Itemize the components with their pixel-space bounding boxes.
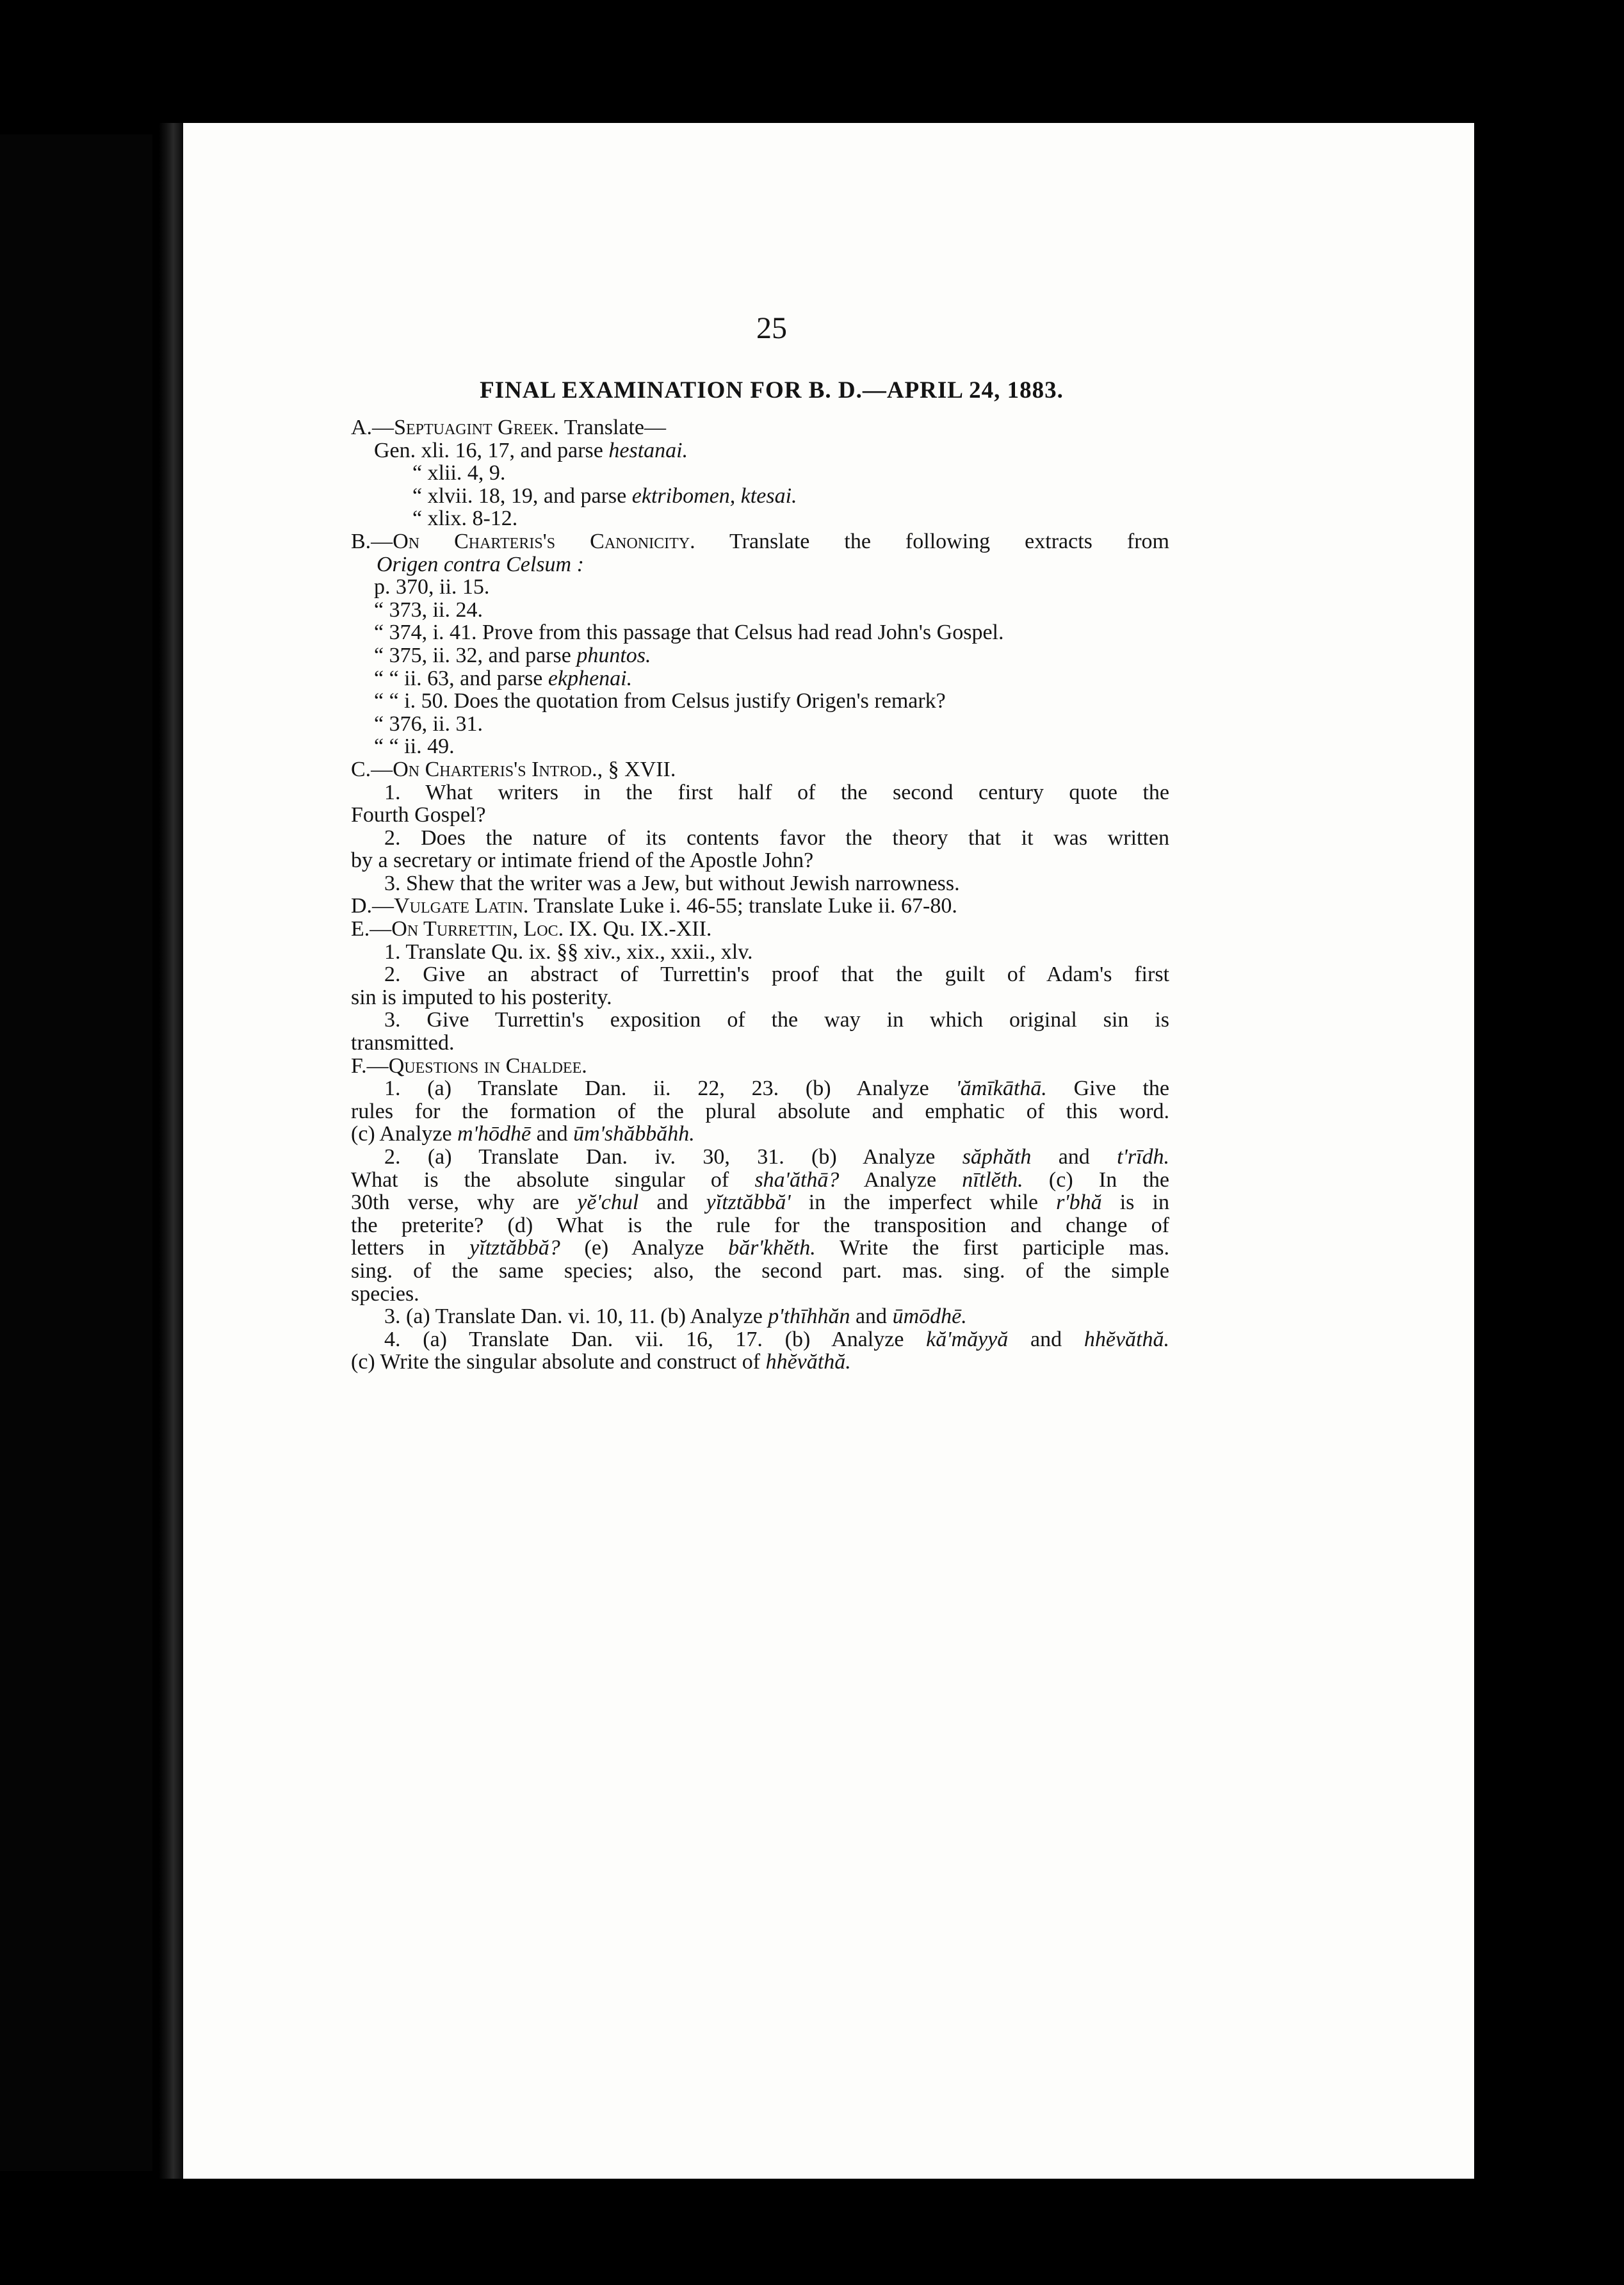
section-a-line: “ xlvii. 18, 19, and parse ektribomen, ktesai. <box>412 484 797 508</box>
section-b-line: “ “ ii. 63, and parse ekphenai. <box>374 666 633 690</box>
section-a-line: “ xlii. 4, 9. <box>412 461 506 485</box>
section-e-question: 3. Give Turrettin's exposition of the way in which original sin is <box>384 1008 1169 1032</box>
section-c-question: 1. What writers in the first half of the second century quote the <box>384 780 1169 804</box>
section-f-line: the preterite? (d) What is the rule for the transposition and change of <box>351 1213 1169 1237</box>
section-f-line: letters in yĭtztăbbă? (e) Analyze băr'khĕth. Write the first participle mas. <box>351 1236 1170 1260</box>
section-f-line: (c) Analyze m'hōdhē and ūm'shăbbăhh. <box>351 1122 695 1146</box>
section-b-source: Origen contra Celsum : <box>377 552 584 576</box>
section-a-line: “ xlix. 8-12. <box>412 507 518 531</box>
section-b-line: p. 370, ii. 15. <box>374 575 490 599</box>
section-f-line: 3. (a) Translate Dan. vi. 10, 11. (b) Analyze p'thīhhăn and ūmōdhē. <box>384 1305 967 1329</box>
section-e-question-cont: transmitted. <box>351 1031 455 1055</box>
section-f-line: 1. (a) Translate Dan. ii. 22, 23. (b) Analyze 'ămīkāthā. Give the <box>384 1077 1169 1101</box>
section-c-question-cont: by a secretary or intimate friend of the Apostle John? <box>351 849 814 873</box>
section-b-line: “ “ i. 50. Does the quotation from Celsus justify Origen's remark? <box>374 689 946 713</box>
section-e-question: 2. Give an abstract of Turrettin's proof that the guilt of Adam's first <box>384 963 1169 987</box>
section-f-line: 2. (a) Translate Dan. iv. 30, 31. (b) Analyze săphăth and t'rīdh. <box>384 1145 1170 1169</box>
section-b-line: “ 373, ii. 24. <box>374 598 483 622</box>
section-c-question-cont: Fourth Gospel? <box>351 803 486 827</box>
section-f-line: 4. (a) Translate Dan. vii. 16, 17. (b) Analyze kă'măyyă and hhĕvăthă. <box>384 1327 1169 1351</box>
section-e-heading: E.—On Turrettin, Loc. IX. Qu. IX.-XII. <box>351 917 712 941</box>
section-c-question: 2. Does the nature of its contents favor the theory that it was written <box>384 825 1169 850</box>
section-e-question: 1. Translate Qu. ix. §§ xiv., xix., xxii., xlv. <box>384 939 753 964</box>
section-b-heading: B.—On Charteris's Canonicity. Translate the following extracts from <box>351 529 1169 553</box>
section-b-line: “ 374, i. 41. Prove from this passage that Celsus had read John's Gospel. <box>374 621 1004 645</box>
section-a-heading: A.—Septuagint Greek. Translate— <box>351 416 667 439</box>
section-b-line: “ 376, ii. 31. <box>374 712 483 736</box>
section-f-line: What is the absolute singular of sha'ăthā? Analyze nītlĕth. (c) In the <box>351 1167 1169 1192</box>
book-spine <box>159 123 183 2179</box>
section-f-line: species. <box>351 1281 419 1306</box>
section-c-heading: C.—On Charteris's Introd., § XVII. <box>351 757 676 781</box>
section-f-line: (c) Write the singular absolute and construct of hhĕvăthă. <box>351 1350 851 1374</box>
section-f-line: rules for the formation of the plural absolute and emphatic of this word. <box>351 1099 1169 1123</box>
previous-page-edge <box>0 134 152 2171</box>
section-d-heading: D.—Vulgate Latin. Translate Luke i. 46-55; translate Luke ii. 67-80. <box>351 894 957 918</box>
section-f-line: 30th verse, why are yĕ'chul and yĭtztăbbă' in the imperfect while r'bhă is in <box>351 1191 1169 1215</box>
section-f-heading: F.—Questions in Chaldee. <box>351 1053 587 1078</box>
page-number: 25 <box>756 311 787 345</box>
section-f-line: sing. of the same species; also, the second part. mas. sing. of the simple <box>351 1258 1169 1283</box>
section-a-line: Gen. xli. 16, 17, and parse hestanai. <box>374 438 688 462</box>
section-e-question-cont: sin is imputed to his posterity. <box>351 985 612 1009</box>
section-b-line: “ 375, ii. 32, and parse phuntos. <box>374 643 651 667</box>
section-c-question: 3. Shew that the writer was a Jew, but without Jewish narrowness. <box>384 871 960 895</box>
section-b-line: “ “ ii. 49. <box>374 735 455 759</box>
exam-title: FINAL EXAMINATION FOR B. D.—APRIL 24, 1883. <box>480 377 1064 403</box>
exam-content <box>351 416 1169 1374</box>
